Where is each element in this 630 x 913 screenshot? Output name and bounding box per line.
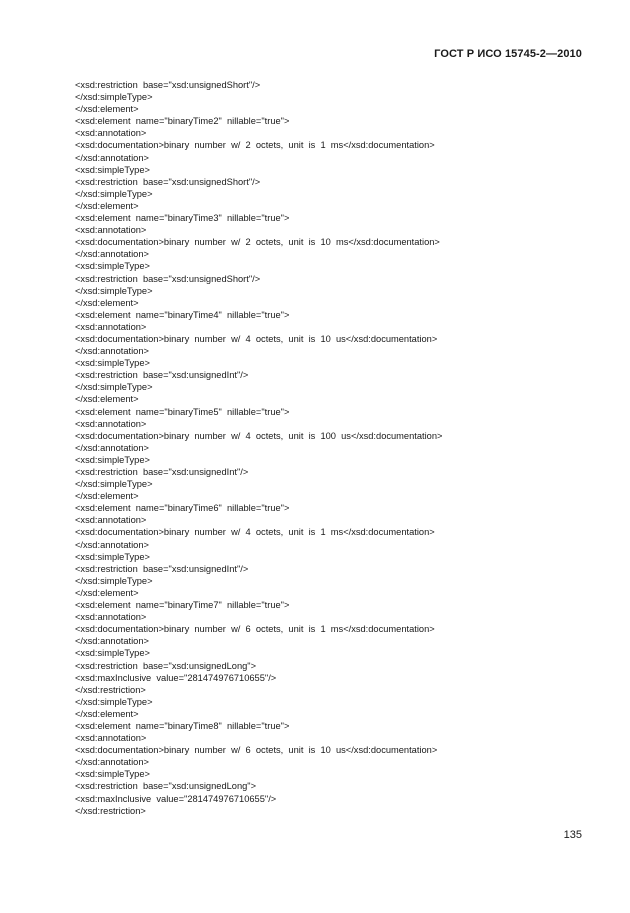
code-line: <xsd:simpleType> bbox=[75, 551, 150, 562]
code-line: <xsd:documentation>binary number w/ 6 octets, unit is 10 us</xsd:documentation> bbox=[75, 745, 438, 756]
code-line: </xsd:simpleType> bbox=[75, 188, 153, 199]
code-line: <xsd:maxInclusive value="281474976710655"/> bbox=[75, 672, 277, 683]
code-line: <xsd:simpleType> bbox=[75, 261, 150, 272]
code-line: <xsd:restriction base="xsd:unsignedInt"/> bbox=[75, 563, 249, 574]
code-line: <xsd:element name="binaryTime8" nillable="true"> bbox=[75, 720, 290, 731]
code-line: </xsd:simpleType> bbox=[75, 382, 153, 393]
code-line: <xsd:simpleType> bbox=[75, 454, 150, 465]
code-line: </xsd:element> bbox=[75, 394, 139, 405]
code-line: <xsd:restriction base="xsd:unsignedInt"/> bbox=[75, 370, 249, 381]
page-header-standard: ГОСТ Р ИСО 15745-2—2010 bbox=[434, 48, 582, 60]
xsd-code-block bbox=[75, 79, 442, 817]
code-line: <xsd:documentation>binary number w/ 4 octets, unit is 100 us</xsd:documentation> bbox=[75, 430, 443, 441]
code-line: <xsd:restriction base="xsd:unsignedLong"> bbox=[75, 781, 257, 792]
code-line: <xsd:restriction base="xsd:unsignedShort"/> bbox=[75, 176, 261, 187]
code-line: </xsd:annotation> bbox=[75, 636, 149, 647]
code-line: <xsd:maxInclusive value="281474976710655"/> bbox=[75, 793, 277, 804]
code-line: </xsd:annotation> bbox=[75, 152, 149, 163]
code-line: </xsd:simpleType> bbox=[75, 285, 153, 296]
code-line: <xsd:documentation>binary number w/ 6 octets, unit is 1 ms</xsd:documentation> bbox=[75, 624, 435, 635]
code-line: </xsd:element> bbox=[75, 200, 139, 211]
code-line: <xsd:simpleType> bbox=[75, 769, 150, 780]
code-line: <xsd:annotation> bbox=[75, 515, 147, 526]
code-line: <xsd:element name="binaryTime2" nillable="true"> bbox=[75, 116, 290, 127]
code-line: </xsd:annotation> bbox=[75, 346, 149, 357]
code-line: </xsd:simpleType> bbox=[75, 92, 153, 103]
code-line: <xsd:element name="binaryTime5" nillable="true"> bbox=[75, 406, 290, 417]
code-line: </xsd:simpleType> bbox=[75, 479, 153, 490]
code-line: <xsd:annotation> bbox=[75, 225, 147, 236]
code-line: <xsd:documentation>binary number w/ 2 octets, unit is 10 ms</xsd:documentation> bbox=[75, 237, 440, 248]
code-line: <xsd:element name="binaryTime7" nillable="true"> bbox=[75, 600, 290, 611]
code-line: <xsd:restriction base="xsd:unsignedLong"> bbox=[75, 660, 257, 671]
code-line: </xsd:element> bbox=[75, 491, 139, 502]
code-line: </xsd:element> bbox=[75, 587, 139, 598]
code-line: </xsd:element> bbox=[75, 297, 139, 308]
code-line: <xsd:element name="binaryTime4" nillable="true"> bbox=[75, 309, 290, 320]
code-line: <xsd:simpleType> bbox=[75, 648, 150, 659]
code-line: <xsd:restriction base="xsd:unsignedShort"/> bbox=[75, 80, 261, 90]
code-line: </xsd:annotation> bbox=[75, 249, 149, 260]
code-line: <xsd:restriction base="xsd:unsignedInt"/> bbox=[75, 467, 249, 477]
code-line: <xsd:element name="binaryTime6" nillable="true"> bbox=[75, 503, 290, 514]
page-number: 135 bbox=[563, 829, 582, 841]
code-line: <xsd:annotation> bbox=[75, 418, 147, 429]
code-line: <xsd:simpleType> bbox=[75, 164, 150, 175]
code-line: <xsd:annotation> bbox=[75, 321, 147, 332]
code-line: </xsd:simpleType> bbox=[75, 696, 153, 707]
code-line: <xsd:element name="binaryTime3" nillable="true"> bbox=[75, 213, 290, 224]
code-line: </xsd:annotation> bbox=[75, 757, 149, 768]
code-line: <xsd:annotation> bbox=[75, 733, 147, 744]
code-line: <xsd:documentation>binary number w/ 2 octets, unit is 1 ms</xsd:documentation> bbox=[75, 140, 435, 151]
code-line: <xsd:annotation> bbox=[75, 612, 147, 623]
code-line: <xsd:restriction base="xsd:unsignedShort"/> bbox=[75, 273, 261, 284]
code-line: <xsd:documentation>binary number w/ 4 octets, unit is 10 us</xsd:documentation> bbox=[75, 333, 438, 344]
code-line: </xsd:element> bbox=[75, 104, 139, 115]
code-line: </xsd:annotation> bbox=[75, 442, 149, 453]
code-line: </xsd:element> bbox=[75, 708, 139, 719]
code-line: <xsd:annotation> bbox=[75, 128, 147, 139]
code-line: </xsd:annotation> bbox=[75, 539, 149, 550]
code-line: </xsd:simpleType> bbox=[75, 575, 153, 586]
code-line: </xsd:restriction> bbox=[75, 684, 146, 695]
code-line: <xsd:documentation>binary number w/ 4 octets, unit is 1 ms</xsd:documentation> bbox=[75, 527, 435, 538]
code-line: </xsd:restriction> bbox=[75, 805, 146, 816]
code-line: <xsd:simpleType> bbox=[75, 358, 150, 369]
